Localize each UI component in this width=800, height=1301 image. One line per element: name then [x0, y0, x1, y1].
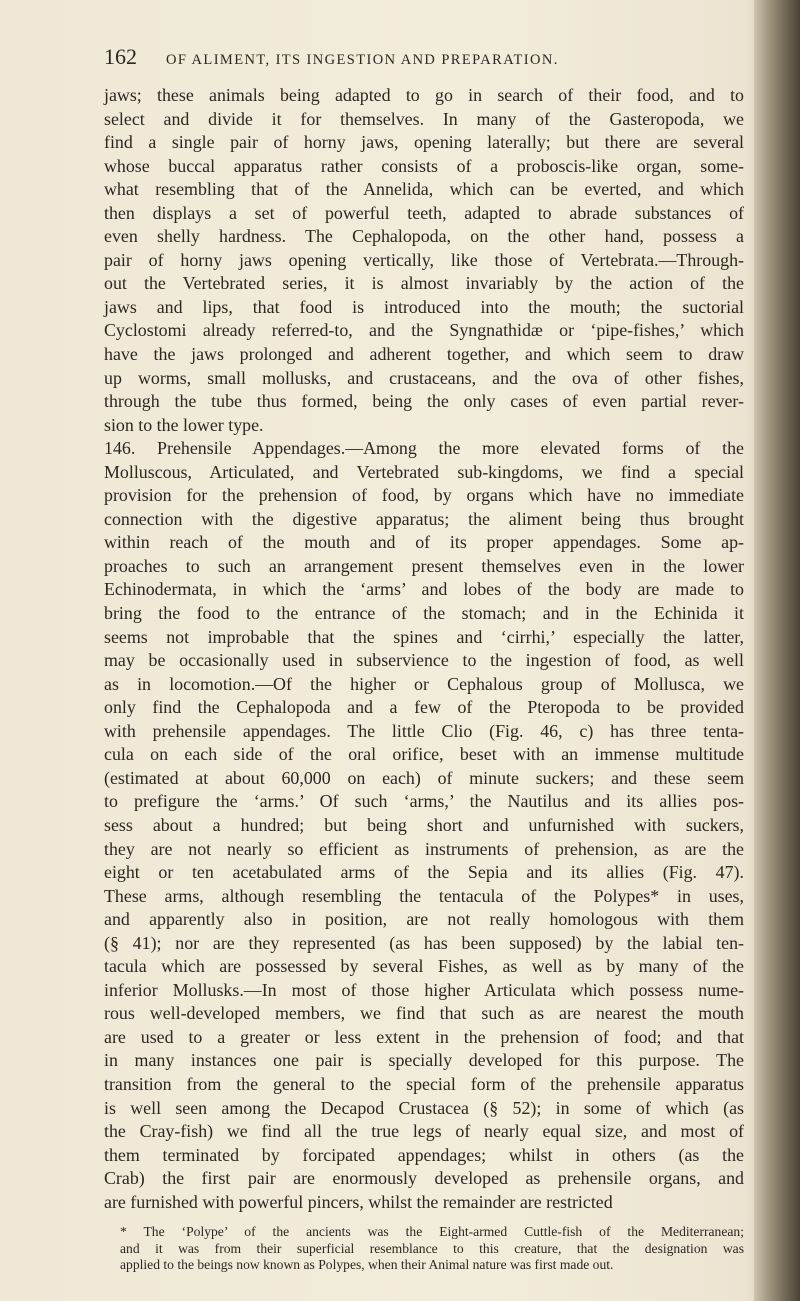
text-line: then displays a set of powerful teeth, adapted to abrade substances of — [104, 202, 744, 223]
text-line: them terminated by forcipated appendages; whilst in others (as the — [104, 1144, 744, 1165]
text-line: even shelly hardness. The Cephalopoda, on the other hand, possess a — [104, 226, 744, 247]
text-line: with prehensile appendages. The little Clio (Fig. 46, c) has three tenta- — [104, 720, 744, 741]
body-text — [104, 84, 744, 1214]
text-line: select and divide it for themselves. In many of the Gasteropoda, we — [104, 108, 744, 129]
text-line: connection with the digestive apparatus; the aliment being thus brought — [104, 508, 744, 529]
book-spine-shadow — [754, 0, 800, 1301]
text-line: tacula which are possessed by several Fishes, as well as by many of the — [104, 956, 744, 977]
page-header — [104, 44, 744, 84]
text-line: Echinodermata, in which the ‘arms’ and lobes of the body are made to — [104, 579, 744, 600]
text-line: may be occasionally used in subservience to the ingestion of food, as well — [104, 650, 744, 671]
text-line: are furnished with powerful pincers, whilst the remainder are restricted — [104, 1191, 613, 1212]
text-line: sion to the lower type. — [104, 414, 264, 435]
text-line: find a single pair of horny jaws, opening laterally; but there are several — [104, 132, 744, 153]
footnote — [104, 1224, 744, 1274]
footnote-line: applied to the beings now known as Polypes, when their Animal nature was first made out. — [120, 1257, 614, 1273]
text-line: inferior Mollusks.—In most of those higher Articulata which possess nume- — [104, 979, 744, 1000]
text-line: in many instances one pair is specially developed for this purpose. The — [104, 1050, 744, 1071]
text-line: have the jaws prolonged and adherent together, and which seem to draw — [104, 344, 744, 365]
page-content — [104, 44, 744, 1274]
text-line: bring the food to the entrance of the stomach; and in the Echinida it — [104, 603, 744, 624]
text-line: sess about a hundred; but being short and unfurnished with suckers, — [104, 814, 744, 835]
text-line: proaches to such an arrangement present themselves even in the lower — [104, 555, 744, 576]
text-line: seems not improbable that the spines and ‘cirrhi,’ especially the latter, — [104, 626, 744, 647]
text-line: Molluscous, Articulated, and Vertebrated sub-kingdoms, we find a special — [104, 461, 744, 482]
text-line: the Cray-fish) we find all the true legs of nearly equal size, and most of — [104, 1121, 744, 1142]
text-line: provision for the prehension of food, by organs which have no immediate — [104, 485, 744, 506]
text-line: jaws and lips, that food is introduced into the mouth; the suctorial — [104, 296, 744, 317]
text-line: and apparently also in position, are not really homologous with them — [104, 909, 744, 930]
text-line: Crab) the first pair are enormously developed as prehensile organs, and — [104, 1168, 744, 1189]
running-title: OF ALIMENT, ITS INGESTION AND PREPARATION. — [166, 52, 559, 68]
text-line: within reach of the mouth and of its proper appendages. Some ap- — [104, 532, 744, 553]
text-line: they are not nearly so efficient as instruments of prehension, as are the — [104, 838, 744, 859]
text-line: to prefigure the ‘arms.’ Of such ‘arms,’ the Nautilus and its allies pos- — [104, 791, 744, 812]
text-line: out the Vertebrated series, it is almost invariably by the action of the — [104, 273, 744, 294]
paragraph-1 — [104, 84, 744, 437]
text-line: jaws; these animals being adapted to go in search of their food, and to — [104, 85, 744, 105]
text-line: cula on each side of the oral orifice, beset with an immense multitude — [104, 744, 744, 765]
text-line: what resembling that of the Annelida, which can be everted, and which — [104, 179, 744, 200]
text-line: through the tube thus formed, being the only cases of even partial rever- — [104, 391, 744, 412]
text-line: pair of horny jaws opening vertically, like those of Vertebrata.—Through- — [104, 249, 744, 270]
text-line: These arms, although resembling the tentacula of the Polypes* in uses, — [104, 885, 744, 906]
footnote-line: * The ‘Polype’ of the ancients was the Eight-armed Cuttle-fish of the Mediterranean; — [120, 1224, 744, 1240]
text-line: eight or ten acetabulated arms of the Sepia and its allies (Fig. 47). — [104, 862, 744, 883]
text-line: rous well-developed members, we find that such as are nearest the mouth — [104, 1003, 744, 1024]
footnote-line: and it was from their superficial resemblance to this creature, that the designation was — [120, 1240, 744, 1256]
text-line: (estimated at about 60,000 on each) of minute suckers; and these seem — [104, 767, 744, 788]
page-number: 162 — [104, 44, 137, 69]
text-line: up worms, small mollusks, and crustaceans, and the ova of other fishes, — [104, 367, 744, 388]
text-line: whose buccal apparatus rather consists of a proboscis-like organ, some- — [104, 155, 744, 176]
text-line: only find the Cephalopoda and a few of the Pteropoda to be provided — [104, 697, 744, 718]
text-line: Cyclostomi already referred-to, and the Syngnathidæ or ‘pipe-fishes,’ which — [104, 320, 744, 341]
paragraph-2 — [104, 437, 744, 1214]
text-line: are used to a greater or less extent in the prehension of food; and that — [104, 1026, 744, 1047]
text-line: as in locomotion.—Of the higher or Cephalous group of Mollusca, we — [104, 673, 744, 694]
text-line: transition from the general to the special form of the prehensile apparatus — [104, 1073, 744, 1094]
text-line: is well seen among the Decapod Crustacea (§ 52); in some of which (as — [104, 1097, 744, 1118]
text-line: (§ 41); nor are they represented (as has been supposed) by the labial ten- — [104, 932, 744, 953]
text-line: 146. Prehensile Appendages.—Among the more elevated forms of the — [104, 438, 744, 459]
